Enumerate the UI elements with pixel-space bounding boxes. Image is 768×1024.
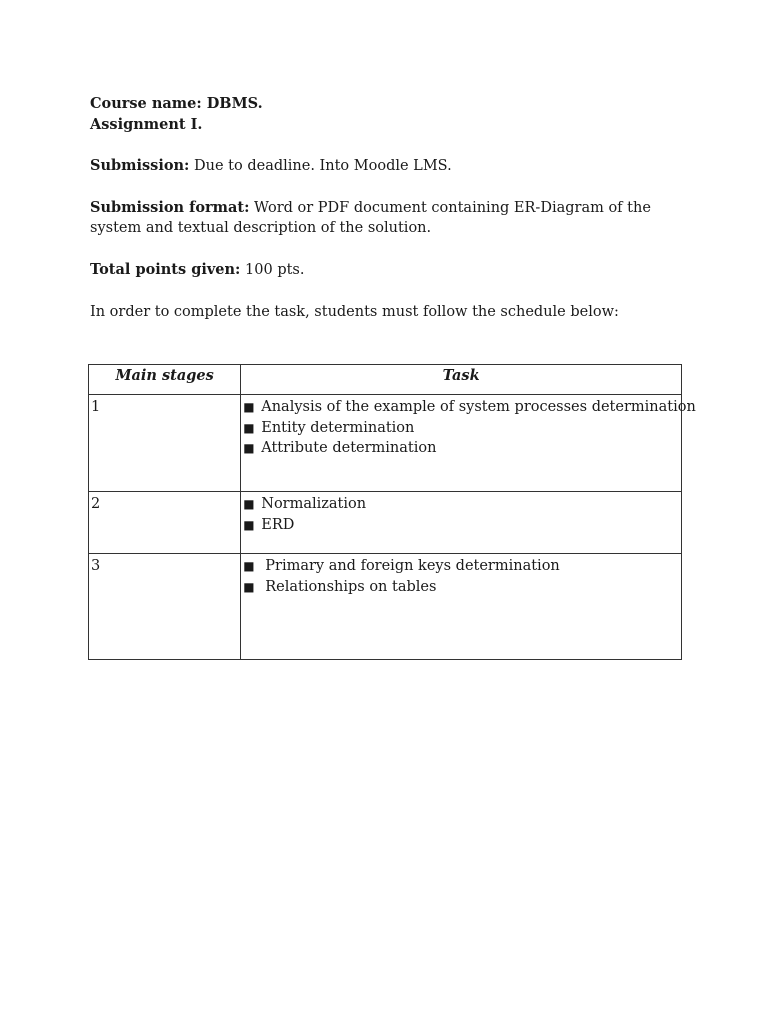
stage-cell [89, 554, 241, 660]
submission-value: Due to deadline. Into Moodle LMS. [194, 158, 452, 174]
stage-number: 2 [91, 496, 101, 512]
list-item [243, 494, 681, 515]
stage-number: 1 [91, 399, 101, 415]
list-item [243, 556, 681, 577]
task-list [241, 492, 681, 535]
list-item [243, 577, 681, 598]
schedule-table [88, 364, 696, 660]
square-bullet-icon: ■ [243, 441, 255, 455]
course-name: Course name: DBMS. [90, 95, 263, 112]
header-main-stages: Main stages [89, 365, 241, 395]
task-list [241, 395, 696, 459]
task-text: Normalization [261, 496, 367, 512]
intro-text: In order to complete the task, students must follow the schedule below: [90, 304, 619, 320]
square-bullet-icon: ■ [243, 579, 255, 594]
task-text: Entity determination [261, 419, 415, 436]
table-row [89, 492, 682, 554]
stage-cell [89, 395, 241, 492]
task-cell [241, 554, 682, 660]
square-bullet-icon: ■ [243, 400, 255, 414]
table-row [89, 395, 682, 492]
square-bullet-icon: ■ [243, 517, 255, 532]
task-text: ERD [261, 516, 295, 533]
stage-number: 3 [91, 558, 101, 574]
assignment-title: Assignment I. [90, 116, 203, 133]
table-header-row [89, 365, 682, 395]
submission-format-label: Submission format: [90, 199, 250, 216]
task-text: Primary and foreign keys determination [265, 558, 560, 574]
list-item [243, 418, 681, 439]
task-cell [241, 395, 696, 492]
square-bullet-icon: ■ [243, 420, 255, 435]
task-cell [241, 492, 682, 554]
task-list [241, 554, 681, 597]
task-text: Analysis of the example of system processes determination [261, 399, 696, 415]
square-bullet-icon: ■ [243, 559, 255, 573]
task-text: Attribute determination [261, 440, 437, 456]
list-item [243, 397, 696, 418]
task-text: Relationships on tables [265, 578, 437, 595]
submission-format-line [90, 198, 651, 218]
header-task: Task [241, 365, 682, 395]
stage-cell [89, 492, 241, 554]
submission-label: Submission: [90, 157, 190, 174]
list-item [243, 438, 681, 459]
table-row [89, 554, 682, 660]
total-points-line [90, 260, 304, 280]
square-bullet-icon: ■ [243, 497, 255, 511]
list-item [243, 515, 681, 536]
submission-line [90, 156, 452, 176]
total-points-value: 100 pts. [245, 262, 305, 278]
submission-format-value-2: system and textual description of the solution. [90, 220, 432, 236]
total-points-label: Total points given: [90, 261, 241, 278]
submission-format-value-1: Word or PDF document containing ER-Diagram of the [254, 200, 651, 216]
